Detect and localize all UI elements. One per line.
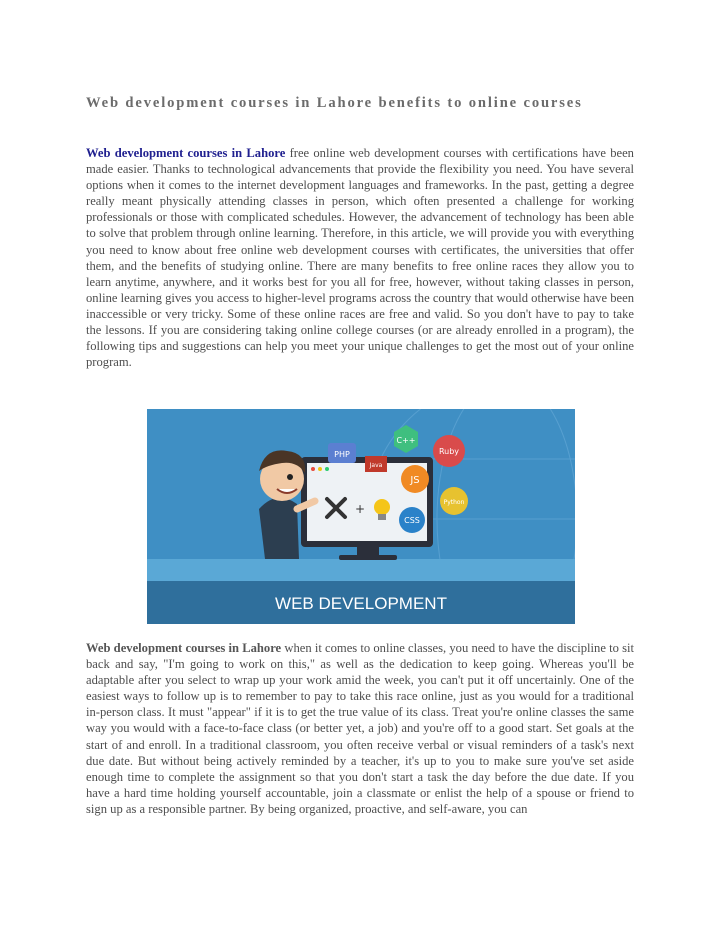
js-badge — [401, 465, 429, 493]
svg-text:JS: JS — [410, 475, 420, 486]
svg-text:Java: Java — [369, 462, 383, 469]
paragraph-2 — [86, 640, 634, 817]
illustration-svg — [147, 409, 575, 624]
floor-band — [147, 559, 575, 581]
paragraph-1 — [86, 145, 634, 370]
paragraph-2-text: when it comes to online classes, you need to have the discipline to sit back and say, "I'm going to work on this," as well as the dedication to keep going. Whereas you'll be adaptable after you select to wrap up your work amid the week, you can't put it off uncertainly. One of the easiest ways to follow up is to remember to pay to take this race online, just as you would for a traditional in-person class. It must "appear" if it is to get the true value of its class. Treat you're online classes the same way you would with a face-to-face class (or better yet, a job) and you're off to a good start. Set goals at the start of and enroll. In a traditional classroom, you often receive verbal or visual reminders of a task's next due date. But without being actively reminded by a teacher, it's up to you to make sure you've set aside enough time to complete the assignment so that you don't start a task the day before the due date. If you have a hard time holding yourself accountable, join a classmate or enlist the help of a spouse or friend to sign up as a responsible partner. By being organized, proactive, and self-aware, you can — [86, 641, 634, 816]
ruby-badge — [433, 435, 465, 467]
php-badge — [328, 443, 356, 463]
svg-text:PHP: PHP — [334, 450, 350, 459]
svg-text:C++: C++ — [396, 436, 416, 445]
svg-text:Python: Python — [443, 499, 465, 506]
java-badge — [365, 456, 387, 472]
plus-icon: + — [355, 502, 366, 516]
svg-text:Ruby: Ruby — [438, 447, 460, 456]
paragraph-2-lead: Web development courses in Lahore — [86, 641, 282, 655]
svg-text:CSS: CSS — [404, 516, 420, 525]
paragraph-1-link[interactable]: Web development courses in Lahore — [86, 146, 286, 160]
document-title: Web development courses in Lahore benefits to online courses — [86, 95, 583, 111]
css-badge — [399, 507, 425, 533]
banner-text: WEB DEVELOPMENT — [275, 594, 447, 613]
python-badge — [440, 487, 468, 515]
web-development-illustration — [147, 409, 575, 624]
paragraph-1-text: free online web development courses with certifications have been made easier. Thanks to technological advancements that provide the flexibility you need. You have several options when it comes to the internet development languages and frameworks. In the past, getting a degree really meant physically attending classes in person, which often presented a challenge for working professionals or those with complicated schedules. However, the advancement of technology has been able to solve that problem through online learning. Therefore, in this article, we will provide you with everything you need to know about free online web development courses with certificates, the universities that offer them, and the benefits of studying online. There are many benefits to free online races they allow you to learn anytime, anywhere, and it works best for you all for free, however, without taking classes in person, online learning gives you access to higher-level programs across the country that would otherwise have been inaccessible or very tricky. Some of these online races are free and valid. So you don't have to pay to take the lessons. If you are considering taking online college courses (or are already enrolled in a program), the following tips and suggestions can help you meet your unique challenges to get the most out of your online program. — [86, 146, 634, 370]
document-page — [86, 0, 634, 370]
